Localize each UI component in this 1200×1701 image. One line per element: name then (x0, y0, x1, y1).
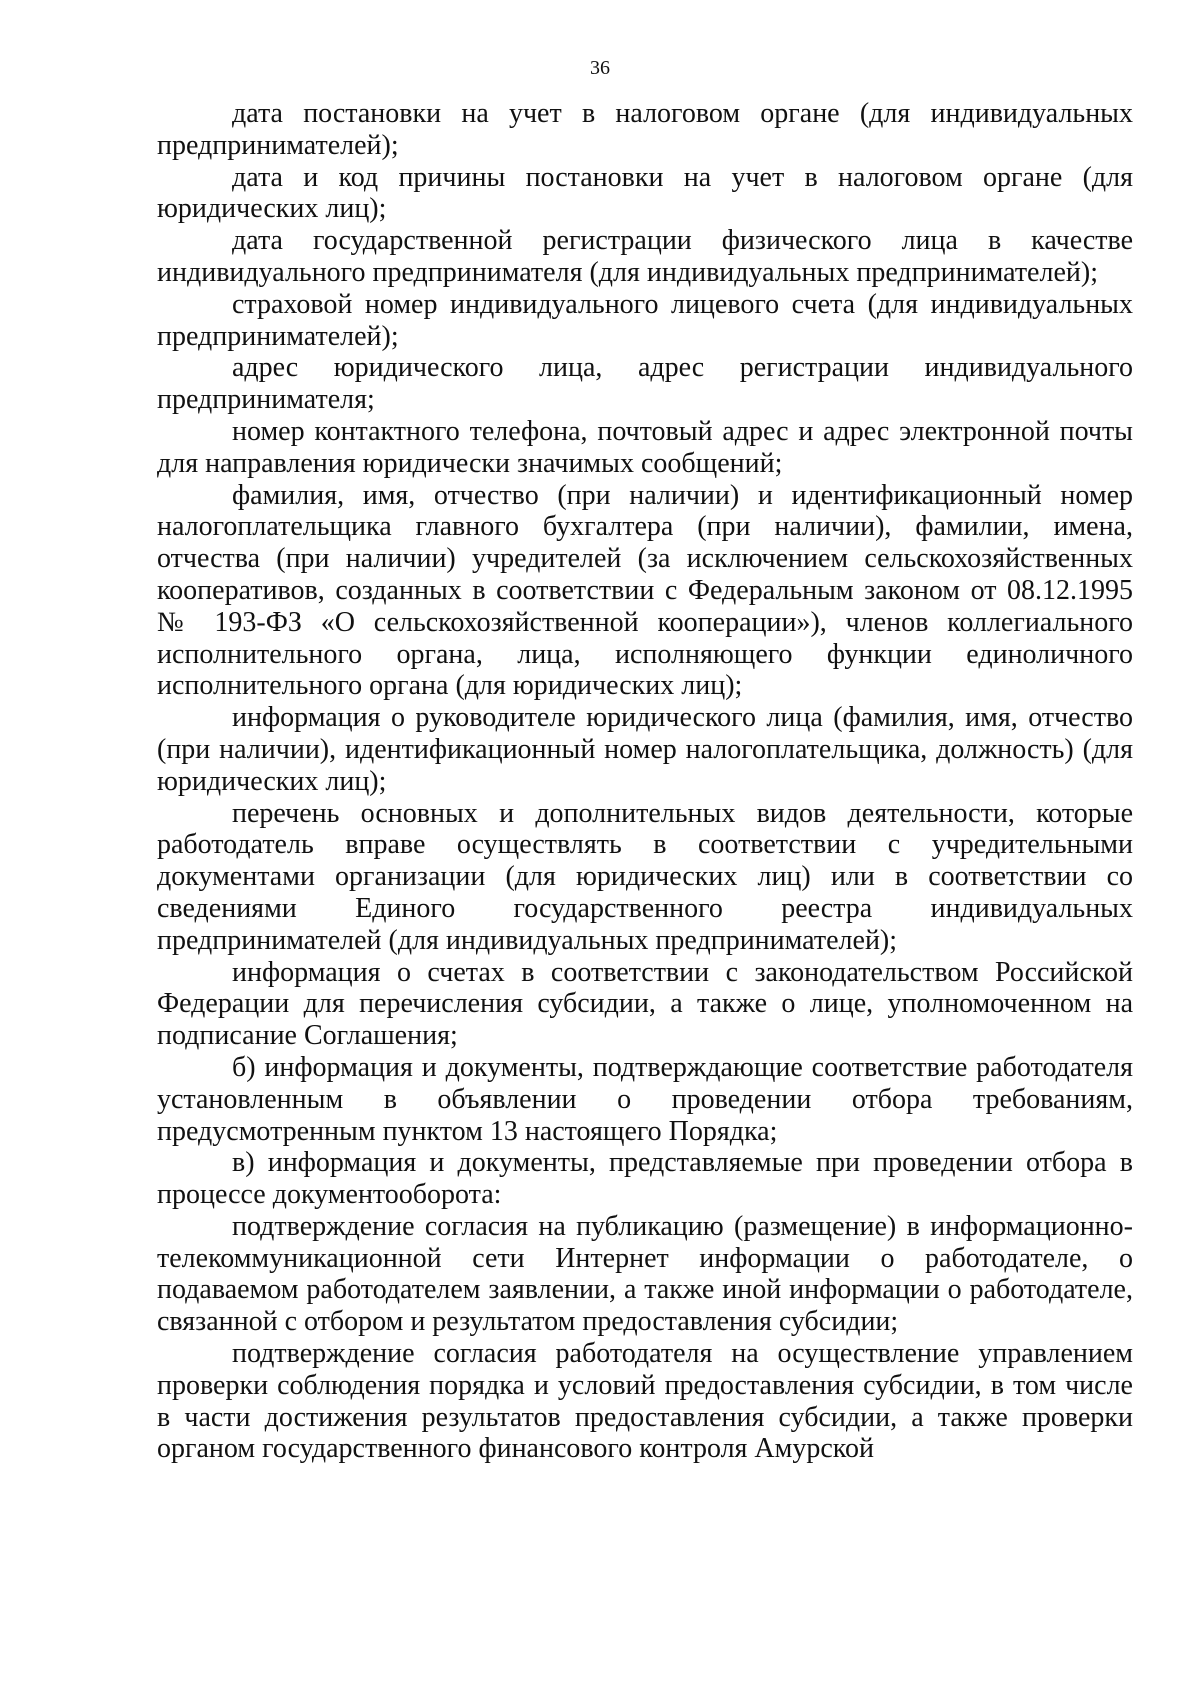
paragraph: подтверждение согласия работодателя на осуществление управлением проверки соблюдения порядка и условий предоставления субсидии, в том числе в части достижения результатов предоставления субсидии, а также проверки органом государственного финансового контроля Амурской (157, 1338, 1133, 1465)
paragraph: подтверждение согласия на публикацию (размещение) в информационно-телекоммуникационной сети Интернет информации о работодателе, о подаваемом работодателем заявлении, а также иной информации о работодателе, связанной с отбором и результатом предоставления субсидии; (157, 1210, 1133, 1338)
paragraph: в) информация и документы, представляемые при проведении отбора в процессе документооборота: (157, 1147, 1133, 1211)
paragraph: информация о руководителе юридического лица (фамилия, имя, отчество (при наличии), идентификационный номер налогоплательщика, должность) (для юридических лиц); (157, 702, 1133, 797)
paragraph: страховой номер индивидуального лицевого счета (для индивидуальных предпринимателей); (157, 288, 1133, 352)
paragraph: информация о счетах в соответствии с законодательством Российской Федерации для перечисления субсидии, а также о лице, уполномоченном на подписание Соглашения; (157, 956, 1133, 1052)
paragraph: дата и код причины постановки на учет в налоговом органе (для юридических лиц); (157, 161, 1133, 225)
paragraph: фамилия, имя, отчество (при наличии) и идентификационный номер налогоплательщика главного бухгалтера (при наличии), фамилии, имена, отчества (при наличии) учредителей (за исключением сельскохозяйственных кооперативов, созданных в соответствии с Федеральным законом от 08.12.1995 № 193-ФЗ «О сельскохозяйственной кооперации»), членов коллегиального исполнительного органа, лица, исполняющего функции единоличного исполнительного органа (для юридических лиц); (157, 479, 1133, 702)
paragraph: дата постановки на учет в налоговом органе (для индивидуальных предпринимателей); (157, 98, 1133, 161)
paragraph: номер контактного телефона, почтовый адрес и адрес электронной почты для направления юридически значимых сообщений; (157, 415, 1133, 479)
paragraph: перечень основных и дополнительных видов деятельности, которые работодатель вправе осуществлять в соответствии с учредительными документами организации (для юридических лиц) или в соответствии со сведениями Единого государственного реестра индивидуальных предпринимателей (для индивидуальных предпринимателей); (157, 797, 1133, 956)
page-number: 36 (590, 57, 610, 79)
paragraph: адрес юридического лица, адрес регистрации индивидуального предпринимателя; (157, 352, 1133, 416)
document-body (157, 98, 1133, 1465)
paragraph: б) информация и документы, подтверждающие соответствие работодателя установленным в объявлении о проведении отбора требованиям, предусмотренным пунктом 13 настоящего Порядка; (157, 1051, 1133, 1147)
paragraph: дата государственной регистрации физического лица в качестве индивидуального предпринимателя (для индивидуальных предпринимателей); (157, 225, 1133, 288)
